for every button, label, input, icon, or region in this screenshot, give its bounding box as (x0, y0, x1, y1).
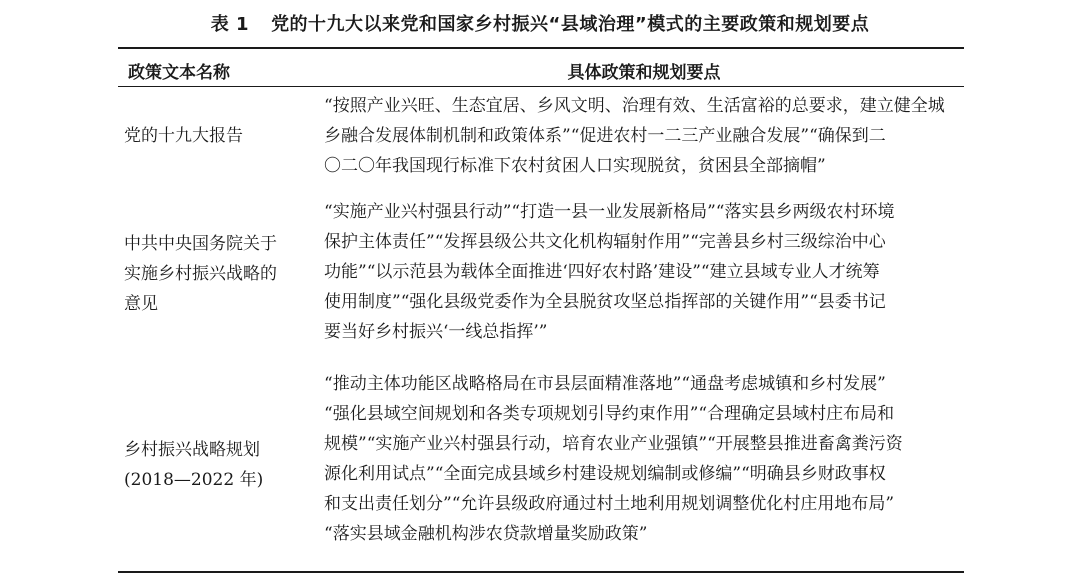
policy-points-cell (324, 197, 966, 347)
policy-name-line: 乡村振兴战略规划 (124, 440, 260, 460)
policy-points-line: 和支出责任划分”“允许县级政府通过村土地利用规划调整优化村庄用地布局” (324, 494, 895, 514)
policy-points-line: 使用制度”“强化县级党委作为全县脱贫攻坚总指挥部的关键作用”“县委书记 (324, 292, 886, 312)
policy-points-line: 规模”“实施产业兴村强县行动，培育农业产业强镇”“开展整县推进畜禽粪污资 (324, 434, 903, 454)
table-caption (0, 10, 1080, 36)
policy-points-line: 〇二〇年我国现行标准下农村贫困人口实现脱贫，贫困县全部摘帽” (324, 156, 826, 176)
policy-name-line: 党的十九大报告 (124, 126, 243, 146)
header-policy-points: 具体政策和规划要点 (567, 63, 721, 83)
policy-name-line: (2018—2022 年) (124, 470, 264, 490)
policy-name-cell (124, 121, 314, 151)
policy-points-line: “落实县域金融机构涉农贷款增量奖励政策” (324, 524, 648, 544)
policy-points-line: “推动主体功能区战略格局在市县层面精准落地”“通盘考虑城镇和乡村发展” (324, 374, 886, 394)
policy-name-line: 中共中央国务院关于 (124, 234, 277, 254)
policy-points-cell (324, 369, 966, 549)
policy-name-line: 实施乡村振兴战略的 (124, 264, 277, 284)
policy-points-line: “按照产业兴旺、生态宜居、乡风文明、治理有效、生活富裕的总要求，建立健全城 (324, 96, 945, 116)
policy-name-cell (124, 229, 314, 319)
policy-points-line: 保护主体责任”“发挥县级公共文化机构辐射作用”“完善县乡村三级综治中心 (324, 232, 886, 252)
policy-points-cell (324, 91, 966, 181)
table-title: 党的十九大以来党和国家乡村振兴“县域治理”模式的主要政策和规划要点 (271, 14, 870, 35)
policy-points-line: 要当好乡村振兴‘一线总指挥’” (324, 322, 548, 342)
table-top-rule (118, 47, 964, 49)
table-header-rule (118, 86, 964, 87)
policy-name-cell (124, 435, 314, 495)
table-bottom-rule (118, 571, 964, 573)
policy-points-line: 功能”“以示范县为载体全面推进‘四好农村路’建设”“建立县域专业人才统筹 (324, 262, 880, 282)
policy-name-line: 意见 (124, 294, 158, 314)
policy-points-line: 源化利用试点”“全面完成县域乡村建设规划编制或修编”“明确县乡财政事权 (324, 464, 886, 484)
policy-points-line: 乡融合发展体制机制和政策体系”“促进农村一二三产业融合发展”“确保到二 (324, 126, 886, 146)
policy-points-line: “强化县域空间规划和各类专项规划引导约束作用”“合理确定县域村庄布局和 (324, 404, 895, 424)
table-label: 表 1 (210, 14, 250, 35)
policy-points-line: “实施产业兴村强县行动”“打造一县一业发展新格局”“落实县乡两级农村环境 (324, 202, 895, 222)
header-policy-name: 政策文本名称 (128, 63, 230, 83)
